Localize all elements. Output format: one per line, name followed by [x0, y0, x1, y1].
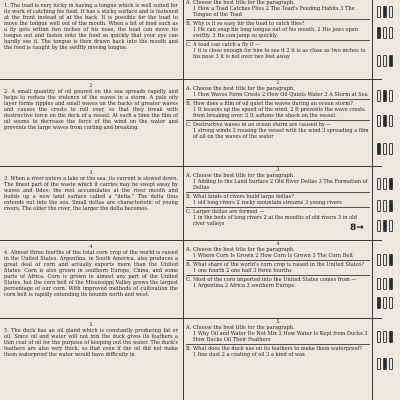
question	[186, 101, 370, 119]
answer-bubbles	[377, 143, 393, 155]
answer-bubble[interactable]	[389, 6, 393, 18]
question-group-number: 4	[276, 241, 280, 247]
question-letter: C.	[186, 209, 192, 216]
question	[186, 0, 370, 18]
answer-choice-group[interactable]	[374, 176, 398, 194]
questions-group-2	[186, 80, 370, 140]
answer-bubble[interactable]	[383, 55, 387, 67]
answer-choice-group[interactable]	[374, 356, 398, 374]
margin-arrow-mark: 8→	[350, 223, 364, 233]
passage-5	[4, 322, 178, 358]
question-options: 1 How Waves Form Crests 2 How Oil Quiets Water 3 A Storm at Sea	[193, 92, 368, 99]
question	[186, 173, 370, 191]
answer-bubble[interactable]	[383, 143, 387, 155]
question-letter: A.	[186, 247, 192, 253]
answer-bubbles	[377, 115, 393, 127]
question	[186, 346, 370, 358]
question-group-number: 5	[276, 319, 280, 325]
passage-2	[4, 83, 178, 131]
passage-text: 3. When a river enters a lake or the sea, its current is slowed down. The finest part of the waste which it carries may be swept away by waves and tides; the rest accumulates at the river mouth and builds up a new land surface called a "delta." The delta thus extends out into the sea. Small deltas are characteristic of young rivers. The older the river, the larger the delta becomes.	[4, 176, 178, 213]
question	[186, 122, 370, 140]
answer-bubble[interactable]	[383, 220, 387, 232]
questions-group-1	[186, 0, 370, 60]
answer-bubbles	[377, 6, 393, 18]
answer-bubble[interactable]	[377, 90, 381, 102]
answer-bubble[interactable]	[377, 27, 381, 39]
question-stem: Larger deltas are formed —	[193, 209, 265, 216]
answer-bubble[interactable]	[389, 254, 393, 266]
answer-bubble[interactable]	[389, 200, 393, 212]
answer-bubbles	[377, 27, 393, 39]
question-options: 1 in the beds of long rivers 2 at the mouths of old rivers 3 in old river valleys	[193, 215, 358, 228]
answer-choice-group[interactable]	[374, 113, 398, 131]
answer-bubble[interactable]	[383, 200, 387, 212]
answer-choice-group[interactable]	[374, 252, 398, 270]
answer-bubble[interactable]	[377, 297, 381, 309]
answer-bubble[interactable]	[377, 178, 381, 190]
answer-bubble[interactable]	[377, 254, 381, 266]
question-letter: B.	[186, 21, 192, 28]
question-options: 1 it is close enough for him to see it 2 it is as close as two inches to his nose 3 it is not over two feet away	[193, 48, 366, 61]
question-options: 1 It lessens up the speed of the wind. 2 It prevents the wave crests from breaking over. 3 It softens the shock on the vessel.	[193, 107, 365, 120]
answer-bubble[interactable]	[389, 115, 393, 127]
question	[186, 86, 370, 98]
question-options: 1 He can snap his long tongue out of his mouth. 2 His jaws open swiftly. 3 He can jump so quickly.	[193, 27, 359, 40]
questions-group-3	[186, 167, 370, 227]
question-letter: C.	[186, 122, 192, 129]
question	[186, 262, 370, 274]
answer-bubble[interactable]	[389, 358, 393, 370]
answer-bubble[interactable]	[377, 278, 381, 290]
questions-group-4	[186, 241, 370, 289]
answer-choice-group[interactable]	[374, 141, 398, 159]
question-stem: Destructive waves in an ocean storm are caused by —	[193, 122, 332, 129]
question-options: 1 fine dust 2 a coating of oil 3 a kind of wax	[193, 352, 306, 359]
question	[186, 325, 370, 343]
answer-bubbles	[377, 178, 393, 190]
question-stem: Choose the best title for the paragraph.	[193, 247, 295, 253]
answer-choice-group[interactable]	[374, 4, 398, 22]
question	[186, 247, 370, 259]
answer-bubbles	[377, 297, 393, 309]
question-stem: A toad can catch a fly if —	[193, 42, 260, 49]
question-stem: Choose the best title for the paragraph.	[193, 325, 295, 331]
answer-choice-group[interactable]	[374, 295, 398, 313]
question-options: 1 Adding to the Land Surface 2 Old River Deltas 3 The Formation of Deltas	[193, 179, 368, 192]
answer-bubble[interactable]	[389, 27, 393, 39]
answer-bubble[interactable]	[383, 178, 387, 190]
question	[186, 209, 370, 227]
answer-bubble[interactable]	[383, 90, 387, 102]
passage-4	[4, 244, 178, 298]
question-options: 1 Why Oil and Water Do Not Mix 2 How Water Is Kept from Ducks 3 How Ducks Oil Their Feathers	[193, 331, 368, 344]
answer-bubbles	[377, 55, 393, 67]
answer-bubble[interactable]	[377, 55, 381, 67]
question-options: 1 one fourth 2 one half 3 three fourths	[193, 268, 292, 275]
question-letter: B.	[186, 101, 192, 108]
answer-bubble[interactable]	[383, 358, 387, 370]
question-letter: A.	[186, 325, 192, 331]
answer-bubble[interactable]	[389, 278, 393, 290]
question-options: 1 Argentina 2 Africa 3 southern Europe.	[193, 283, 296, 290]
question-letter: A.	[186, 86, 192, 92]
answer-bubbles	[377, 220, 393, 232]
passage-number: 5	[89, 322, 93, 328]
answer-bubbles	[377, 331, 393, 343]
answer-bubble[interactable]	[383, 278, 387, 290]
question-letter: B.	[186, 346, 192, 353]
question-letter: B.	[186, 262, 192, 269]
answer-bubble[interactable]	[377, 220, 381, 232]
answer-bubbles	[377, 358, 393, 370]
answer-bubble[interactable]	[377, 6, 381, 18]
answer-bubble[interactable]	[383, 254, 387, 266]
question	[186, 42, 370, 60]
answer-choice-group[interactable]	[374, 329, 398, 347]
answer-bubble[interactable]	[389, 55, 393, 67]
answer-bubble[interactable]	[389, 331, 393, 343]
question-stem: What kinds of rivers build large deltas?	[193, 194, 294, 201]
question-stem: What share of the world's corn crop is raised in the United States?	[193, 262, 365, 269]
question-letter: C.	[186, 42, 192, 49]
question-options: 1 Where Corn Is Grown 2 How Corn Is Grown 3 The Corn Belt	[193, 253, 353, 260]
question-stem: Choose the best title for the paragraph.	[193, 173, 295, 179]
passage-3	[4, 170, 178, 212]
answer-bubble[interactable]	[389, 297, 393, 309]
answer-bubble[interactable]	[389, 178, 393, 190]
answer-bubble[interactable]	[377, 358, 381, 370]
question-options: 1 strong winds 2 rousing the vessel with the wind 3 spreading a film of oil on the waves of the water	[193, 128, 369, 141]
answer-bubbles	[377, 200, 393, 212]
answer-bubble[interactable]	[383, 115, 387, 127]
passage-text: 1. The toad is very lucky in having a tongue which is well suited for its work of catching his food. It has a sticky surface and is fastened at the front instead of at the back. It is possible for the toad to move the tongue well out of the mouth. When a bit of food such as a fly gets within two inches of his nose, the toad can move its tongue out and fasten onto the food so quickly that your eye can hardly see it. The tongue is then drawn back into the mouth and the food is caught by the swiftly moving tongue.	[4, 3, 178, 52]
answer-bubble[interactable]	[389, 143, 393, 155]
answer-bubble[interactable]	[383, 6, 387, 18]
answer-choice-group[interactable]	[374, 53, 398, 71]
answer-bubble[interactable]	[383, 27, 387, 39]
passage-number: 3	[89, 170, 93, 176]
question-options: 1 How a Toad Catches Flies 2 The Toad's Feeding Habits 3 The Tongue of the Toad	[193, 6, 355, 19]
answer-choice-group[interactable]	[374, 276, 398, 294]
answer-bubble[interactable]	[389, 220, 393, 232]
passage-number: 4	[89, 244, 93, 250]
question-letter: B.	[186, 194, 192, 201]
question	[186, 21, 370, 39]
question-options: 1 old long rivers 2 rocky mountain streams 3 young rivers	[193, 200, 342, 207]
passage-number: 2	[89, 83, 93, 89]
passage-text: 5. The duck has an oil gland which is constantly producing fat or oil. Since oil and water will not mix the duck gives its feathers a thin coat of oil for the purpose of keeping out the water. The duck's feathers are also very thick, so that even if the oil did not make them waterproof the water would have difficulty in	[4, 328, 178, 359]
answer-bubble[interactable]	[377, 200, 381, 212]
question-letter: A.	[186, 173, 192, 179]
answer-choice-group[interactable]	[374, 218, 398, 236]
passage-1	[4, 3, 178, 51]
answer-bubble[interactable]	[377, 143, 381, 155]
answer-choice-group[interactable]	[374, 88, 398, 106]
questions-group-5	[186, 319, 370, 358]
answer-choice-group[interactable]	[374, 25, 398, 43]
answer-bubble[interactable]	[389, 90, 393, 102]
question-stem: How does a film of oil quiet the waves during an ocean storm?	[193, 101, 353, 108]
answer-column-divider	[372, 0, 373, 400]
answer-bubble[interactable]	[383, 297, 387, 309]
answer-bubbles	[377, 90, 393, 102]
question-stem: Choose the best title for the paragraph.	[193, 86, 295, 92]
question-stem: Why is it so easy for the toad to catch flies?	[193, 21, 305, 28]
question-group-number: 3	[276, 167, 280, 173]
passage-text: 4. Almost three fourths of the total corn crop of the world is raised in the United States. Argentina, in South America, also produces a great deal of corn and actually exports more than the United States. Corn is also grown in southern Europe, China, and some parts of Africa. Corn is grown in almost any part of the United States, but the corn belt of the Mississippi Valley grows the largest percentage of our corn. With improved methods of cultivation the corn belt is rapidly extending its bounds north and west.	[4, 250, 178, 299]
question	[186, 194, 370, 206]
answer-bubbles	[377, 278, 393, 290]
answer-bubble[interactable]	[383, 331, 387, 343]
question	[186, 277, 370, 289]
answer-bubble[interactable]	[377, 115, 381, 127]
question-letter: C.	[186, 277, 192, 284]
question-group-number: 2	[276, 80, 280, 86]
answer-bubble[interactable]	[377, 331, 381, 343]
question-stem: Choose the best title for the paragraph.	[193, 0, 295, 6]
question-letter: A.	[186, 0, 192, 6]
question-stem: Most of the corn imported into the United States comes from —	[193, 277, 357, 284]
question-stem: What does the duck use on its feathers to make them waterproof?	[193, 346, 363, 353]
column-divider	[183, 0, 184, 400]
answer-bubbles	[377, 254, 393, 266]
passage-text: 2. A small quantity of oil poured on the sea spreads rapidly and helps to reduce the violence of the waves in a storm. A pale oily layer forms ripples and small waves on the backs of greater waves and causes the crests to roll over, so that they break with destructive force on the deck of a vessel. At such a time the film of oil seems to decrease the force of the wind on the water and prevents the large waves from curling and breaking.	[4, 89, 178, 132]
answer-choice-group[interactable]	[374, 198, 398, 216]
